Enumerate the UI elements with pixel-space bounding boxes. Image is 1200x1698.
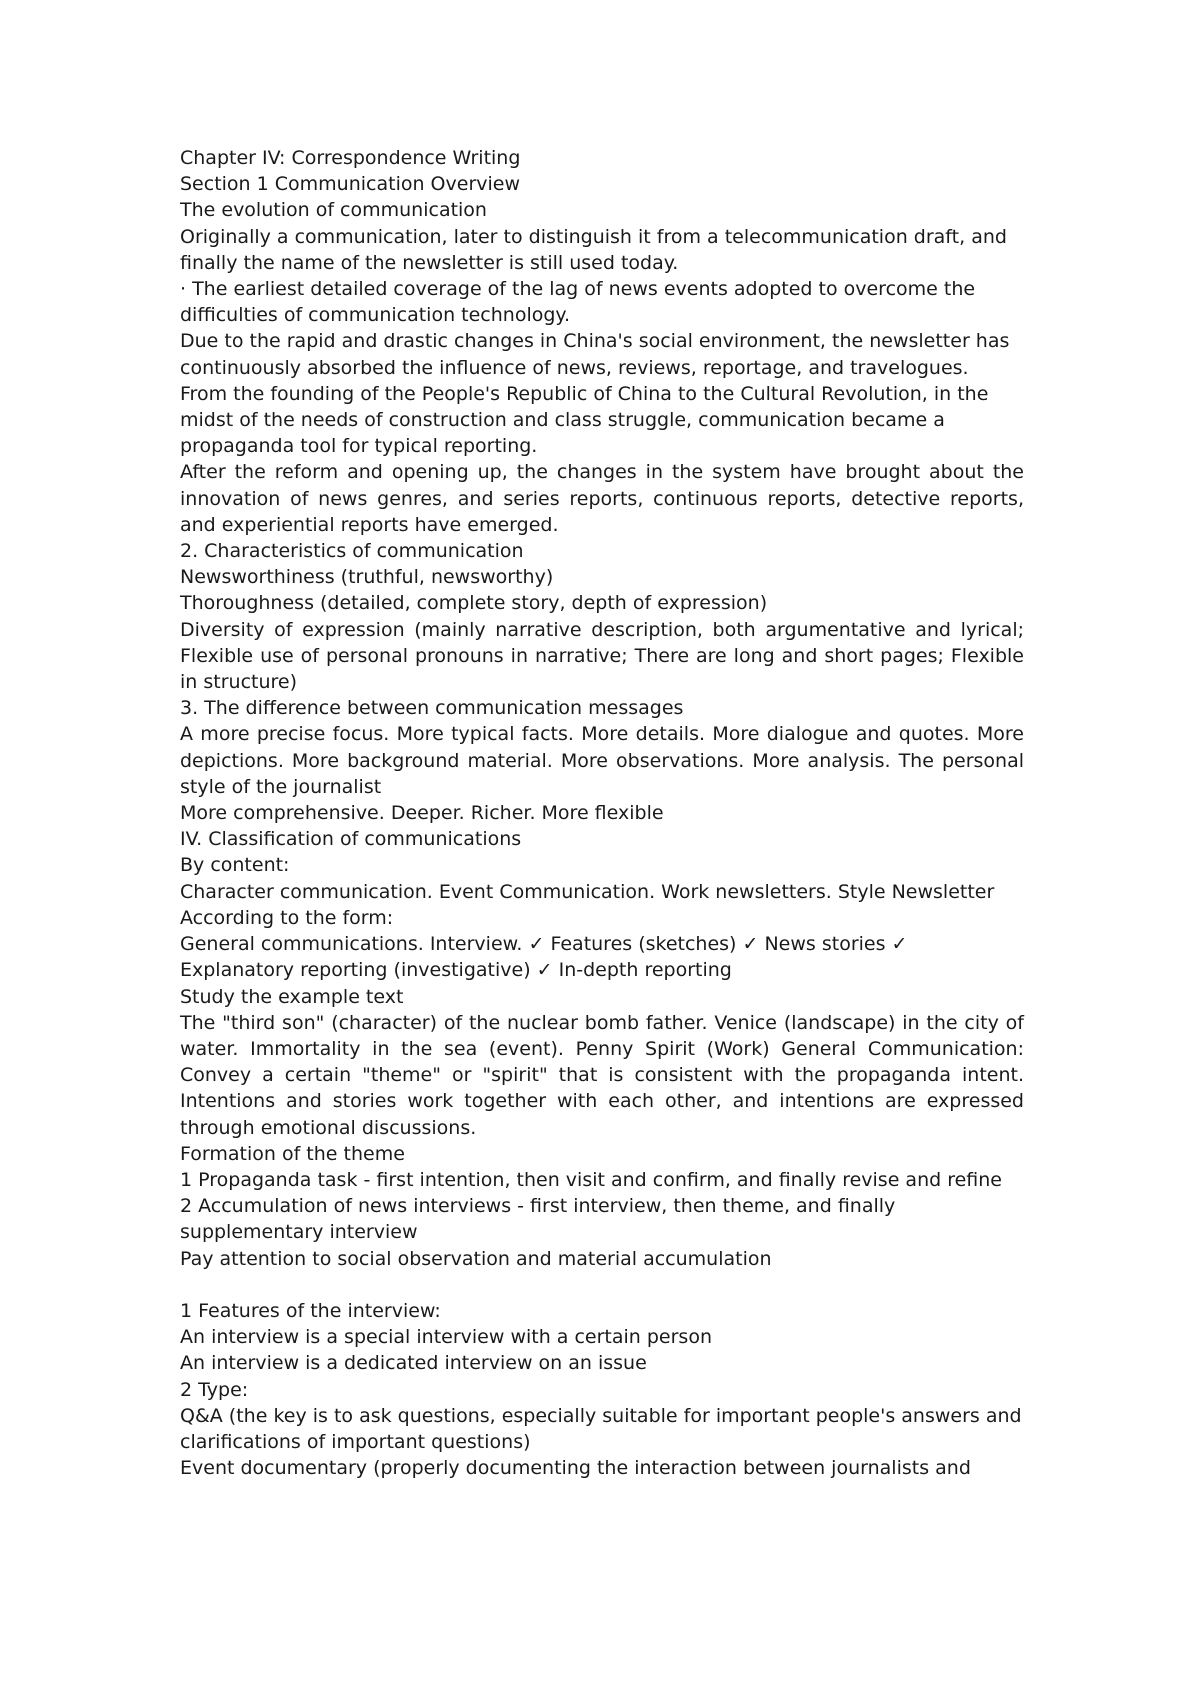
text-line: By content: xyxy=(180,854,290,877)
text-line: More comprehensive. Deeper. Richer. More flexible xyxy=(180,802,664,825)
text-line: Thoroughness (detailed, complete story, depth of expression) xyxy=(180,592,768,615)
text-line: IV. Classification of communications xyxy=(180,828,522,851)
text-line: 2. Characteristics of communication xyxy=(180,540,524,563)
text-line: 3. The difference between communication messages xyxy=(180,697,684,720)
text-paragraph: The "third son" (character) of the nuclear bomb father. Venice (landscape) in the city of water. Immortality in the sea (event). Penny Spirit (Work) General Communication: Convey a certain "theme" or "spirit" that is consistent with the propaganda intent. Intentions and stories work together with each other, and intentions are expressed through emotional discussions. xyxy=(180,1011,1024,1139)
text-line: 2 Type: xyxy=(180,1378,249,1401)
text-paragraph: Q&A (the key is to ask questions, especially suitable for important people's answers and clarifications of important questions) xyxy=(180,1404,1022,1453)
text-line: The evolution of communication xyxy=(180,199,487,222)
text-paragraph: Diversity of expression (mainly narrative description, both argumentative and lyrical; Flexible use of personal pronouns in narrative; There are long and short pages; Flexible in structure) xyxy=(180,618,1024,694)
text-line: An interview is a special interview with a certain person xyxy=(180,1326,712,1349)
blank-line xyxy=(180,1272,1024,1298)
text-line: Section 1 Communication Overview xyxy=(180,173,521,196)
text-paragraph: From the founding of the People's Republic of China to the Cultural Revolution, in the midst of the needs of construction and class struggle, communication became a propaganda tool for typical reporting. xyxy=(180,382,989,458)
text-paragraph: Due to the rapid and drastic changes in China's social environment, the newsletter has continuously absorbed the influence of news, reviews, reportage, and travelogues. xyxy=(180,330,1010,379)
text-paragraph: 1 Propaganda task - first intention, then visit and confirm, and finally revise and refine xyxy=(180,1168,1003,1191)
text-paragraph: Character communication. Event Communication. Work newsletters. Style Newsletter xyxy=(180,880,995,903)
document-body xyxy=(180,145,1024,1481)
text-line: 1 Features of the interview: xyxy=(180,1299,441,1322)
text-line: An interview is a dedicated interview on an issue xyxy=(180,1352,647,1375)
text-line: According to the form: xyxy=(180,906,394,929)
text-line: Pay attention to social observation and material accumulation xyxy=(180,1247,772,1270)
text-line: Study the example text xyxy=(180,985,404,1008)
text-paragraph: 2 Accumulation of news interviews - first interview, then theme, and finally supplementary interview xyxy=(180,1195,896,1244)
text-line: Event documentary (properly documenting the interaction between journalists and xyxy=(180,1457,971,1480)
text-paragraph: Originally a communication, later to distinguish it from a telecommunication draft, and finally the name of the newsletter is still used today. xyxy=(180,225,1007,274)
text-paragraph: A more precise focus. More typical facts. More details. More dialogue and quotes. More depictions. More background material. More observations. More analysis. The personal style of the journalist xyxy=(180,723,1024,798)
text-line: Formation of the theme xyxy=(180,1142,405,1165)
text-line: Newsworthiness (truthful, newsworthy) xyxy=(180,566,554,589)
text-paragraph: After the reform and opening up, the changes in the system have brought about the innovation of news genres, and series reports, continuous reports, detective reports, and experiential reports have emerged. xyxy=(180,461,1024,536)
text-paragraph: General communications. Interview. ✓ Features (sketches) ✓ News stories ✓ Explanatory reporting (investigative) ✓ In-depth reporting xyxy=(180,933,908,982)
text-line: Chapter IV: Correspondence Writing xyxy=(180,147,521,169)
text-paragraph: · The earliest detailed coverage of the lag of news events adopted to overcome the difficulties of communication technology. xyxy=(180,278,976,327)
